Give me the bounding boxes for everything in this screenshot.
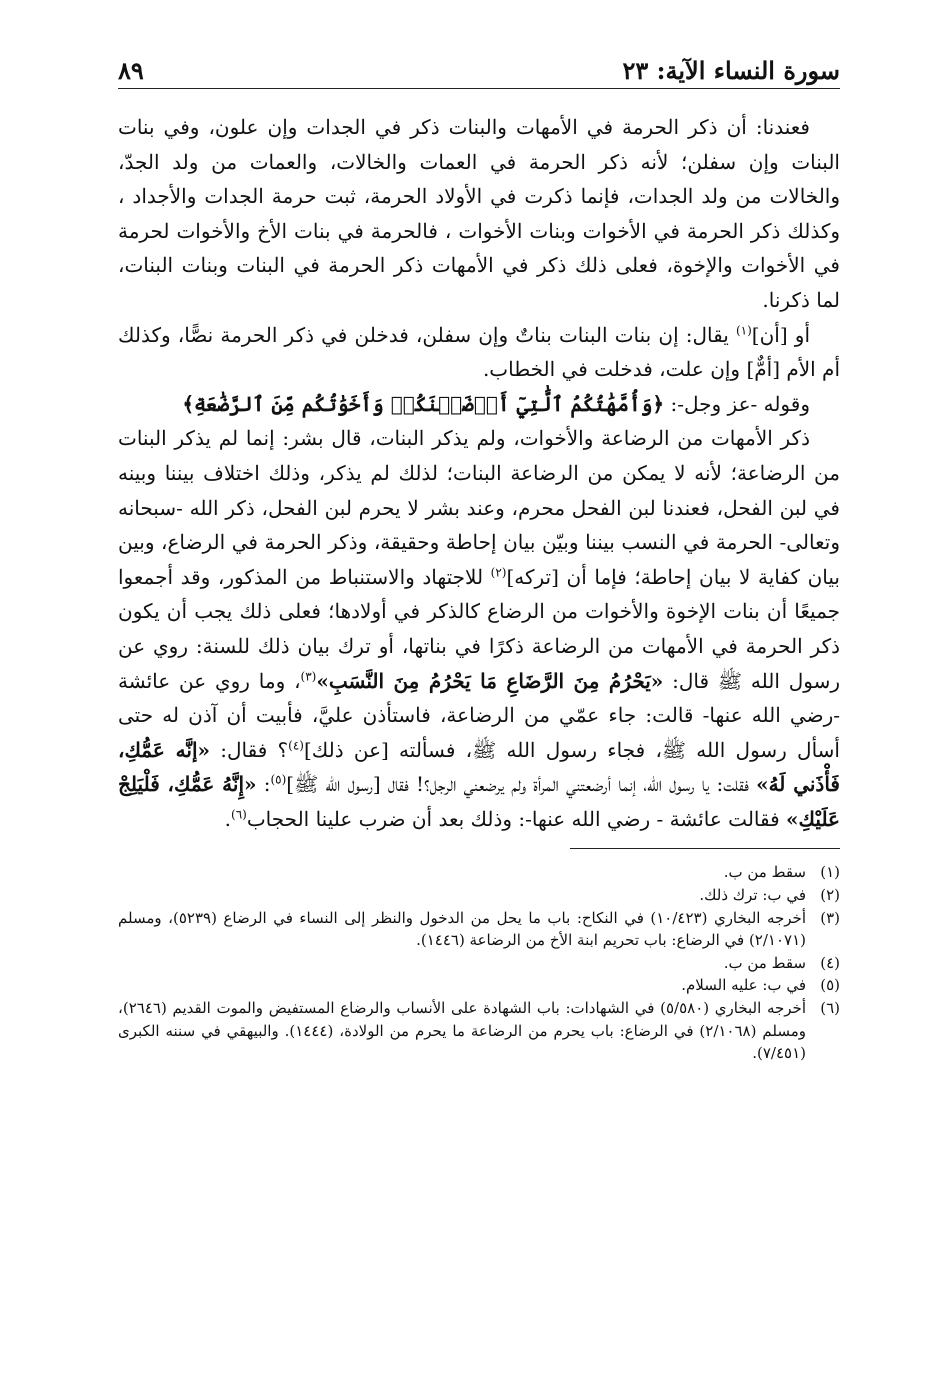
footnote-ref-6: (٦)	[231, 807, 247, 822]
verse-intro: وقوله -عز وجل-:	[664, 391, 810, 416]
footnote-text: في ب: عليه السلام.	[681, 976, 806, 995]
footnote-ref-2: (٢)	[490, 565, 507, 580]
footnote-3	[118, 907, 840, 952]
paragraph-3-text-e: فقلت: يا رسول الله، إنما أرضعتني المرأة ولم يرضعني الرجل؟! فقال [رسول الله ﷺ]	[286, 772, 757, 797]
paragraph-3-text-b: للاجتهاد والاستنباط من المذكور، وقد أجمعوا جميعًا أن بنات الإخوة والأخوات من الرضاع كالذكر في أولادها؛ فعلى ذلك يجب أن يكون ذكر الحرمة في الأمهات من الرضاعة ذكرًا في بناتها، أو ترك بيان ذلك للسنة: روي عن رسول الله ﷺ قال:	[118, 564, 840, 693]
paragraph-3-text-h: .	[224, 806, 231, 831]
paragraph-1	[118, 110, 840, 318]
footnote-ref-3: (٣)	[300, 668, 317, 683]
book-page	[118, 48, 840, 1065]
footnote-number: (١)	[820, 863, 840, 882]
paragraph-2	[118, 318, 840, 387]
footnote-number: (٦)	[820, 999, 840, 1018]
header-rule	[118, 88, 840, 89]
footnote-text: سقط من ب.	[723, 863, 806, 882]
footnote-text: أخرجه البخاري (٥/٥٨٠) في الشهادات: باب الشهادة على الأنساب والرضاع المستفيض والموت القديم (٢٦٤٦)، ومسلم (٢/١٠٦٨) في الرضاع: باب يحرم من الرضاعة ما يحرم من الولادة، (١٤٤٤). والبيهقي في سننه الكبرى (٧/٤٥١).	[118, 999, 807, 1063]
paragraph-3	[118, 421, 840, 836]
paragraph-1-text: فعندنا: أن ذكر الحرمة في الأمهات والبنات ذكر في الجدات وإن علون، وفي بنات البنات وإن سفلن؛ لأنه ذكر الحرمة في العمات والخالات، والعمات من ولد الجدّ، والخالات من ولد الجدات، فإنما ذكرت في الأولاد الحرمة، ثبت حرمة الجدات والأجداد ، وكذلك ذكر الحرمة في الأخوات وبنات الأخوات ، فالحرمة في بنات الأخ والأخوات لحرمة في الأخوات والإخوة، فعلى ذلك ذكر في الأمهات ذكر الحرمة في البنات وبنات البنات، لما ذكرنا.	[118, 115, 841, 312]
footnote-ref-1: (١)	[735, 322, 752, 337]
footnote-1	[118, 861, 840, 884]
footnote-5	[118, 974, 840, 997]
page-header	[118, 48, 840, 92]
footnote-number: (٤)	[820, 953, 840, 972]
footnote-ref-5: (٥)	[270, 772, 287, 787]
footnote-text: في ب: ترك ذلك.	[699, 886, 806, 905]
quran-verse: ﴿وَأُمَّهَٰتُكُمُ ٱلَّٰتِيٓ أَرۡضَعۡنَكُمۡ وَأَخَوَٰتُكُم مِّنَ ٱلرَّضَٰعَةِ﴾	[182, 391, 665, 416]
paragraph-2-text-a: أو [أن]	[751, 322, 811, 347]
footnote-2	[118, 884, 840, 907]
paragraph-3-text-d: ؟ فقال:	[210, 737, 289, 762]
footnote-text: أخرجه البخاري (١٠/٤٢٣) في النكاح: باب ما يحل من الدخول والنظر إلى النساء في الرضاع (٥٢٣٩)، ومسلم (٢/١٠٧١) في الرضاع: باب تحريم ابنة الأخ من الرضاعة (١٤٤٦).	[118, 908, 806, 950]
page-number: ٨٩	[118, 56, 144, 85]
paragraph-3-text-f: :	[256, 772, 271, 797]
hadith-quote-3: «إِنَّهُ عَمُّكِ، فَلْيَلِجْ عَلَيْكِ»	[118, 772, 840, 831]
footnote-number: (٣)	[820, 908, 840, 927]
footnote-number: (٥)	[820, 976, 840, 995]
paragraph-3-text-a: ذكر الأمهات من الرضاعة والأخوات، ولم يذكر البنات، قال بشر: إنما لم يذكر البنات من الرضاعة؛ لأنه لا يمكن من الرضاعة البنات؛ لذلك لم يذكر، وذلك اختلاف بيننا وبينه في لبن الفحل، فعندنا لبن الفحل محرم، وعند بشر لا يحرم لبن الفحل، ذكر الله -سبحانه وتعالى- الحرمة في النسب بيننا وبيّن بيان إحاطة وحقيقة، وذكر الحرمة في الرضاع، وبين بيان كفاية لا بيان إحاطة؛ فإما أن [تركه]	[118, 426, 840, 589]
hadith-quote-1: «يَحْرُمُ مِنَ الرَّضَاعِ مَا يَحْرُمُ مِنَ النَّسَبِ»	[316, 668, 664, 693]
verse-line	[118, 387, 840, 422]
footnote-4	[118, 952, 840, 975]
footnote-separator	[570, 848, 840, 849]
footnote-text: سقط من ب.	[723, 953, 806, 972]
hadith-quote-2: «إنَّه عَمُّكِ، فَأْذَني لَهُ»	[118, 737, 840, 797]
footnotes	[118, 861, 840, 1064]
paragraph-3-text-g: فقالت عائشة - رضي الله عنها-: وذلك بعد أن ضرب علينا الحجاب	[246, 806, 787, 831]
paragraph-2-text-b: يقال: إن بنات البنات بناتٌ وإن سفلن، فدخلن في ذكر الحرمة نصًّا، وكذلك أم الأم [أمٌّ] وإن علت، فدخلت في الخطاب.	[118, 322, 840, 382]
footnote-6	[118, 997, 840, 1065]
footnote-ref-4: (٤)	[288, 738, 304, 753]
main-text	[118, 110, 840, 836]
paragraph-3-text-c: ، وما روي عن عائشة -رضي الله عنها- قالت: جاء عمّي من الرضاعة، فاستأذن عليَّ، فأبيت أن آذن له حتى أسأل رسول الله ﷺ، فجاء رسول الله ﷺ، فسألته [عن ذلك]	[118, 668, 840, 762]
running-title: سورة النساء الآية: ٢٣	[622, 56, 840, 85]
footnote-number: (٢)	[820, 886, 840, 905]
